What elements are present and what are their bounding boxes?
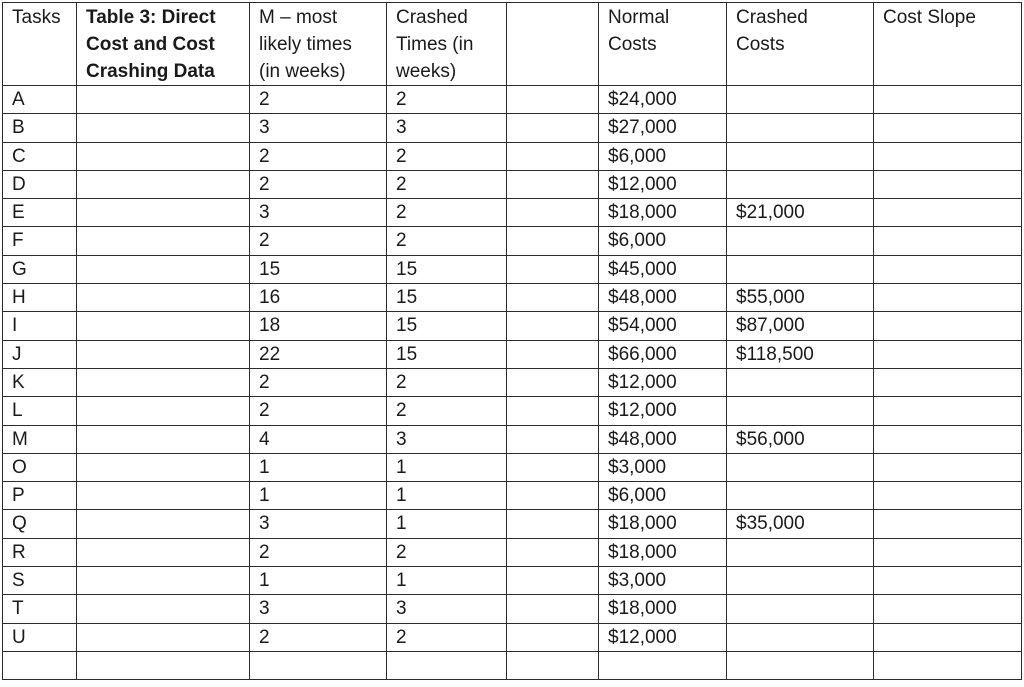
- task-cell: G: [3, 255, 77, 283]
- table-row: [3, 114, 1022, 142]
- cost-slope-cell: [874, 623, 1022, 651]
- header-table-title: [77, 3, 250, 86]
- title-column-cell: [77, 227, 250, 255]
- crashed-time-cell: 15: [387, 255, 507, 283]
- crashed-cost-cell: [727, 567, 874, 595]
- task-cell: L: [3, 397, 77, 425]
- table-row: [3, 510, 1022, 538]
- task-cell: S: [3, 567, 77, 595]
- crashed-cost-cell: [727, 86, 874, 114]
- header-row: [3, 3, 1022, 86]
- most-likely-time-cell: 2: [250, 170, 387, 198]
- normal-cost-cell: $12,000: [599, 368, 727, 396]
- crashed-time-cell: 3: [387, 114, 507, 142]
- title-column-cell: [77, 425, 250, 453]
- most-likely-time-cell: 22: [250, 340, 387, 368]
- table-row: [3, 425, 1022, 453]
- crashed-time-cell: 15: [387, 312, 507, 340]
- title-column-cell: [77, 86, 250, 114]
- normal-cost-cell: $27,000: [599, 114, 727, 142]
- crashed-time-cell: 2: [387, 170, 507, 198]
- blank-cell: [507, 199, 599, 227]
- blank-cell: [507, 482, 599, 510]
- most-likely-time-cell: 16: [250, 284, 387, 312]
- most-likely-time-cell: 4: [250, 425, 387, 453]
- crashed-cost-cell: [727, 255, 874, 283]
- most-likely-time-cell: 2: [250, 86, 387, 114]
- blank-cell: [507, 595, 599, 623]
- normal-cost-cell: $6,000: [599, 482, 727, 510]
- crashed-time-cell: 2: [387, 199, 507, 227]
- blank-cell: [507, 284, 599, 312]
- normal-cost-cell: $12,000: [599, 170, 727, 198]
- header-crashed-times-line: Crashed: [396, 7, 468, 28]
- blank-cell: [507, 86, 599, 114]
- normal-cost-cell: $6,000: [599, 227, 727, 255]
- blank-cell: [507, 453, 599, 481]
- cost-slope-cell: [874, 567, 1022, 595]
- title-column-cell: [77, 397, 250, 425]
- most-likely-time-cell: 18: [250, 312, 387, 340]
- normal-cost-cell: $3,000: [599, 453, 727, 481]
- crashed-time-cell: 3: [387, 425, 507, 453]
- cost-slope-cell: [874, 453, 1022, 481]
- crashed-cost-cell: [727, 368, 874, 396]
- crashed-time-cell: 2: [387, 623, 507, 651]
- most-likely-time-cell: 2: [250, 397, 387, 425]
- blank-cell: [507, 368, 599, 396]
- cost-slope-cell: [874, 368, 1022, 396]
- table-row: [3, 623, 1022, 651]
- task-cell: E: [3, 199, 77, 227]
- table-row: [3, 227, 1022, 255]
- cost-slope-cell: [874, 482, 1022, 510]
- task-cell: C: [3, 142, 77, 170]
- task-cell: A: [3, 86, 77, 114]
- blank-cell: [507, 170, 599, 198]
- table-row: [3, 255, 1022, 283]
- crashed-time-cell: 15: [387, 340, 507, 368]
- header-normal-costs-line: Normal: [608, 7, 670, 28]
- cost-slope-cell: [874, 538, 1022, 566]
- crashed-time-cell: 2: [387, 142, 507, 170]
- normal-cost-cell: $18,000: [599, 595, 727, 623]
- table-row: [3, 368, 1022, 396]
- header-normal-costs-line: Costs: [608, 34, 657, 55]
- crashed-time-cell: 1: [387, 482, 507, 510]
- crash-cost-table: [2, 2, 1022, 680]
- crashed-time-cell: 2: [387, 227, 507, 255]
- most-likely-time-cell: 2: [250, 538, 387, 566]
- task-cell: R: [3, 538, 77, 566]
- task-cell: Q: [3, 510, 77, 538]
- cost-slope-cell: [874, 425, 1022, 453]
- normal-cost-cell: $48,000: [599, 284, 727, 312]
- normal-cost-cell: $66,000: [599, 340, 727, 368]
- task-cell: [3, 651, 77, 679]
- header-crashed-times-line: weeks): [396, 61, 457, 82]
- title-column-cell: [77, 142, 250, 170]
- crashed-time-cell: 1: [387, 567, 507, 595]
- header-crashed-times-line: Times (in: [396, 34, 474, 55]
- task-cell: T: [3, 595, 77, 623]
- header-m-line: M – most: [259, 7, 338, 28]
- cost-slope-cell: [874, 86, 1022, 114]
- crashed-cost-cell: [727, 142, 874, 170]
- header-m-line: (in weeks): [259, 61, 346, 82]
- crashed-cost-cell: $87,000: [727, 312, 874, 340]
- most-likely-time-cell: 2: [250, 227, 387, 255]
- crashed-cost-cell: [727, 170, 874, 198]
- title-column-cell: [77, 510, 250, 538]
- task-cell: H: [3, 284, 77, 312]
- header-title-line: Table 3: Direct: [86, 7, 216, 28]
- most-likely-time-cell: 3: [250, 595, 387, 623]
- crashed-cost-cell: $56,000: [727, 425, 874, 453]
- header-title-line: Cost and Cost: [86, 34, 215, 55]
- most-likely-time-cell: 1: [250, 453, 387, 481]
- title-column-cell: [77, 623, 250, 651]
- task-cell: P: [3, 482, 77, 510]
- header-cost-slope: Cost Slope: [874, 3, 1022, 86]
- blank-cell: [507, 567, 599, 595]
- title-column-cell: [77, 538, 250, 566]
- title-column-cell: [77, 567, 250, 595]
- normal-cost-cell: $6,000: [599, 142, 727, 170]
- title-column-cell: [77, 340, 250, 368]
- crashed-time-cell: 2: [387, 86, 507, 114]
- blank-cell: [507, 510, 599, 538]
- blank-cell: [507, 255, 599, 283]
- most-likely-time-cell: 15: [250, 255, 387, 283]
- normal-cost-cell: $18,000: [599, 199, 727, 227]
- crashed-cost-cell: [727, 595, 874, 623]
- blank-cell: [507, 312, 599, 340]
- header-m-line: likely times: [259, 34, 352, 55]
- title-column-cell: [77, 255, 250, 283]
- cost-slope-cell: [874, 595, 1022, 623]
- crashed-time-cell: 15: [387, 284, 507, 312]
- table-row: [3, 397, 1022, 425]
- header-crashed-costs: [727, 3, 874, 86]
- crashed-time-cell: 2: [387, 538, 507, 566]
- header-crashed-times: [387, 3, 507, 86]
- most-likely-time-cell: 3: [250, 114, 387, 142]
- cost-slope-cell: [874, 255, 1022, 283]
- blank-cell: [507, 425, 599, 453]
- title-column-cell: [77, 199, 250, 227]
- crashed-cost-cell: [727, 651, 874, 679]
- blank-cell: [507, 340, 599, 368]
- task-cell: K: [3, 368, 77, 396]
- most-likely-time-cell: 1: [250, 567, 387, 595]
- blank-cell: [507, 227, 599, 255]
- normal-cost-cell: $48,000: [599, 425, 727, 453]
- table-row: [3, 453, 1022, 481]
- crashed-time-cell: 2: [387, 397, 507, 425]
- most-likely-time-cell: 2: [250, 623, 387, 651]
- title-column-cell: [77, 170, 250, 198]
- normal-cost-cell: $18,000: [599, 510, 727, 538]
- cost-slope-cell: [874, 651, 1022, 679]
- crashed-time-cell: [387, 651, 507, 679]
- crashed-cost-cell: $118,500: [727, 340, 874, 368]
- table-row: [3, 651, 1022, 679]
- task-cell: B: [3, 114, 77, 142]
- cost-slope-cell: [874, 114, 1022, 142]
- title-column-cell: [77, 368, 250, 396]
- most-likely-time-cell: 1: [250, 482, 387, 510]
- header-normal-costs: [599, 3, 727, 86]
- header-tasks: Tasks: [3, 3, 77, 86]
- task-cell: I: [3, 312, 77, 340]
- most-likely-time-cell: 2: [250, 368, 387, 396]
- table-row: [3, 142, 1022, 170]
- crashed-cost-cell: [727, 227, 874, 255]
- blank-cell: [507, 538, 599, 566]
- header-crashed-costs-line: Crashed: [736, 7, 808, 28]
- crashed-time-cell: 3: [387, 595, 507, 623]
- normal-cost-cell: $3,000: [599, 567, 727, 595]
- crashed-time-cell: 1: [387, 510, 507, 538]
- table-row: [3, 170, 1022, 198]
- normal-cost-cell: $45,000: [599, 255, 727, 283]
- cost-slope-cell: [874, 142, 1022, 170]
- crashed-cost-cell: [727, 397, 874, 425]
- crashed-time-cell: 1: [387, 453, 507, 481]
- crashed-cost-cell: [727, 453, 874, 481]
- normal-cost-cell: [599, 651, 727, 679]
- cost-slope-cell: [874, 199, 1022, 227]
- most-likely-time-cell: 3: [250, 510, 387, 538]
- table-row: [3, 284, 1022, 312]
- task-cell: O: [3, 453, 77, 481]
- table-row: [3, 595, 1022, 623]
- title-column-cell: [77, 453, 250, 481]
- most-likely-time-cell: 3: [250, 199, 387, 227]
- most-likely-time-cell: 2: [250, 142, 387, 170]
- task-cell: M: [3, 425, 77, 453]
- task-cell: F: [3, 227, 77, 255]
- task-cell: D: [3, 170, 77, 198]
- table-row: [3, 86, 1022, 114]
- normal-cost-cell: $18,000: [599, 538, 727, 566]
- blank-cell: [507, 142, 599, 170]
- cost-slope-cell: [874, 284, 1022, 312]
- normal-cost-cell: $54,000: [599, 312, 727, 340]
- header-most-likely-times: [250, 3, 387, 86]
- blank-cell: [507, 623, 599, 651]
- crashed-cost-cell: $21,000: [727, 199, 874, 227]
- table-row: [3, 482, 1022, 510]
- normal-cost-cell: $24,000: [599, 86, 727, 114]
- table-row: [3, 340, 1022, 368]
- title-column-cell: [77, 651, 250, 679]
- header-crashed-costs-line: Costs: [736, 34, 785, 55]
- task-cell: U: [3, 623, 77, 651]
- cost-slope-cell: [874, 340, 1022, 368]
- table-row: [3, 538, 1022, 566]
- normal-cost-cell: $12,000: [599, 397, 727, 425]
- crashed-cost-cell: [727, 114, 874, 142]
- title-column-cell: [77, 595, 250, 623]
- title-column-cell: [77, 312, 250, 340]
- table-row: [3, 199, 1022, 227]
- cost-slope-cell: [874, 227, 1022, 255]
- blank-cell: [507, 397, 599, 425]
- crashed-cost-cell: [727, 623, 874, 651]
- crashed-cost-cell: $55,000: [727, 284, 874, 312]
- normal-cost-cell: $12,000: [599, 623, 727, 651]
- table-row: [3, 567, 1022, 595]
- title-column-cell: [77, 114, 250, 142]
- blank-cell: [507, 651, 599, 679]
- table-row: [3, 312, 1022, 340]
- crashed-cost-cell: [727, 482, 874, 510]
- header-blank: [507, 3, 599, 86]
- cost-slope-cell: [874, 170, 1022, 198]
- title-column-cell: [77, 482, 250, 510]
- crashed-cost-cell: [727, 538, 874, 566]
- cost-slope-cell: [874, 510, 1022, 538]
- crashed-time-cell: 2: [387, 368, 507, 396]
- task-cell: J: [3, 340, 77, 368]
- cost-slope-cell: [874, 312, 1022, 340]
- blank-cell: [507, 114, 599, 142]
- crashed-cost-cell: $35,000: [727, 510, 874, 538]
- title-column-cell: [77, 284, 250, 312]
- header-title-line: Crashing Data: [86, 61, 215, 82]
- most-likely-time-cell: [250, 651, 387, 679]
- cost-slope-cell: [874, 397, 1022, 425]
